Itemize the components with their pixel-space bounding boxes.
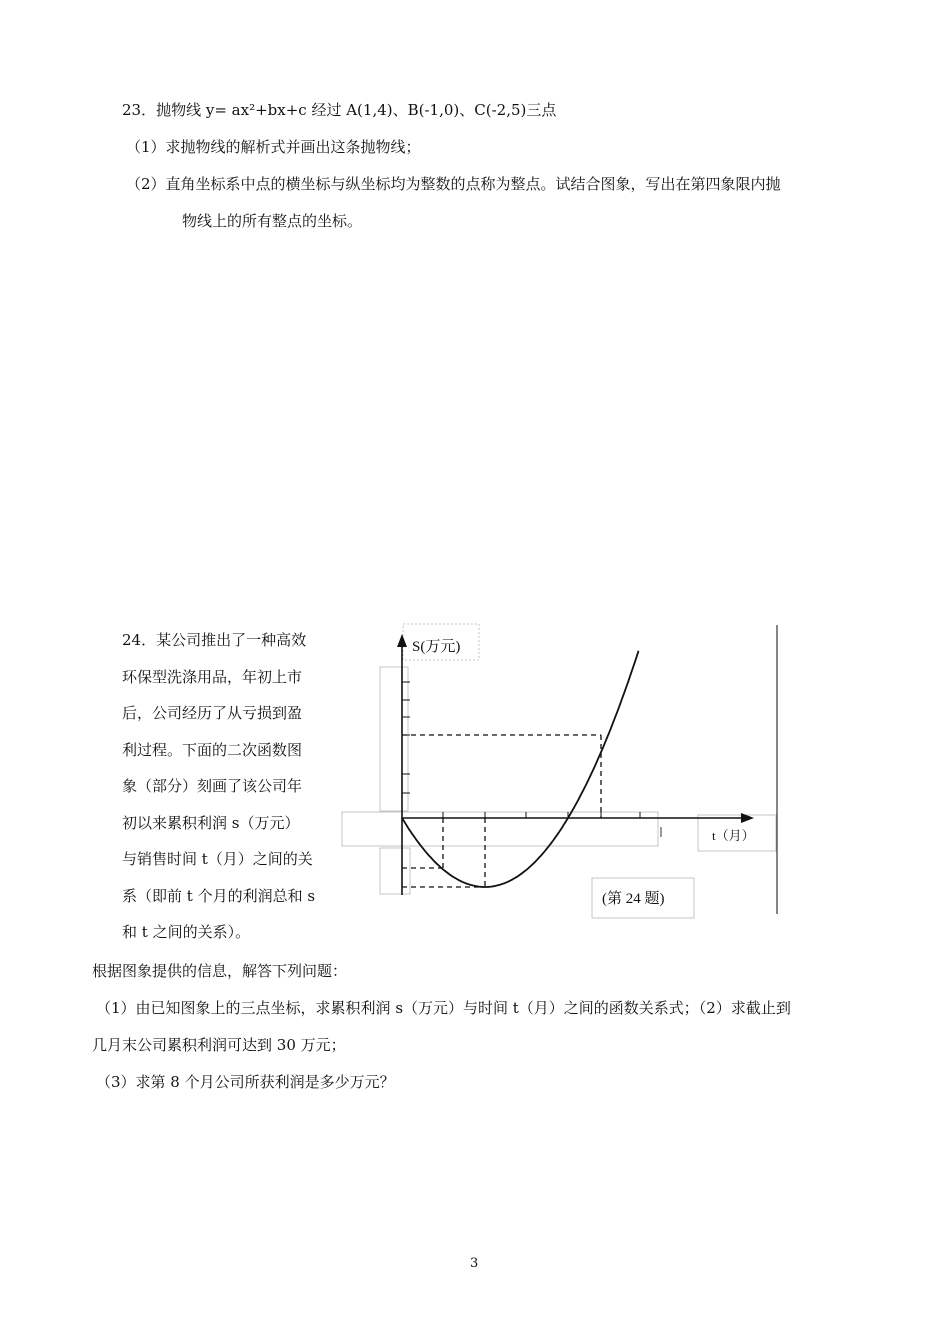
axes <box>402 644 745 895</box>
q24-side-line: 环保型洗涤用品，年初上市 <box>122 667 303 686</box>
q23-part1: （1）求抛物线的解析式并画出这条抛物线； <box>126 138 421 156</box>
q24-side-text <box>122 622 332 951</box>
q24-side-line: 初以来累积利润 s（万元） <box>122 813 300 832</box>
q23-part2-line2: 物线上的所有整点的坐标。 <box>182 212 363 230</box>
q23-part2-line1: （2）直角坐标系中点的横坐标与纵坐标均为整数的点称为整点。试结合图象，写出在第四象限内抛 <box>126 175 781 193</box>
q24-side-line: 利过程。下面的二次函数图 <box>122 740 303 759</box>
q24-part3: （3）求第 8 个月公司所获利润是多少万元？ <box>96 1073 395 1091</box>
q24-side-line: 24．某公司推出了一种高效 <box>122 631 307 649</box>
page-number: 3 <box>470 1256 479 1271</box>
q24-side-line: 后，公司经历了从亏损到盈 <box>122 704 303 722</box>
figure-frames <box>342 624 776 918</box>
q24-part1-line1: （1）由已知图象上的三点坐标，求累积利润 s（万元）与时间 t（月）之间的函数关系式；（2）求截止到 <box>96 999 791 1017</box>
q24-side-line: 象（部分）刻画了该公司年 <box>122 777 303 795</box>
q24-part1-line2: 几月末公司累积利润可达到 30 万元； <box>92 1036 346 1054</box>
x-ticks <box>443 812 640 818</box>
q24-figure <box>340 620 785 920</box>
q24-side-line: 和 t 之间的关系）。 <box>122 923 251 941</box>
y-axis-label: S(万元) <box>412 639 461 655</box>
y-ticks <box>402 682 410 793</box>
parabola-curve <box>402 651 639 887</box>
q23-title: 23．抛物线 y= ax²+bx+c 经过 A(1,4)、B(-1,0)、C(-2,5)三点 <box>122 101 557 119</box>
q24-side-line: 与销售时间 t（月）之间的关 <box>122 850 313 868</box>
figure-caption: (第 24 题) <box>602 891 665 907</box>
q24-side-line: 系（即前 t 个月的利润总和 s <box>122 886 316 905</box>
q24-lead: 根据图象提供的信息，解答下列问题： <box>92 962 348 980</box>
x-axis-label: t（月） <box>712 828 755 843</box>
y-axis-arrow <box>397 634 407 647</box>
